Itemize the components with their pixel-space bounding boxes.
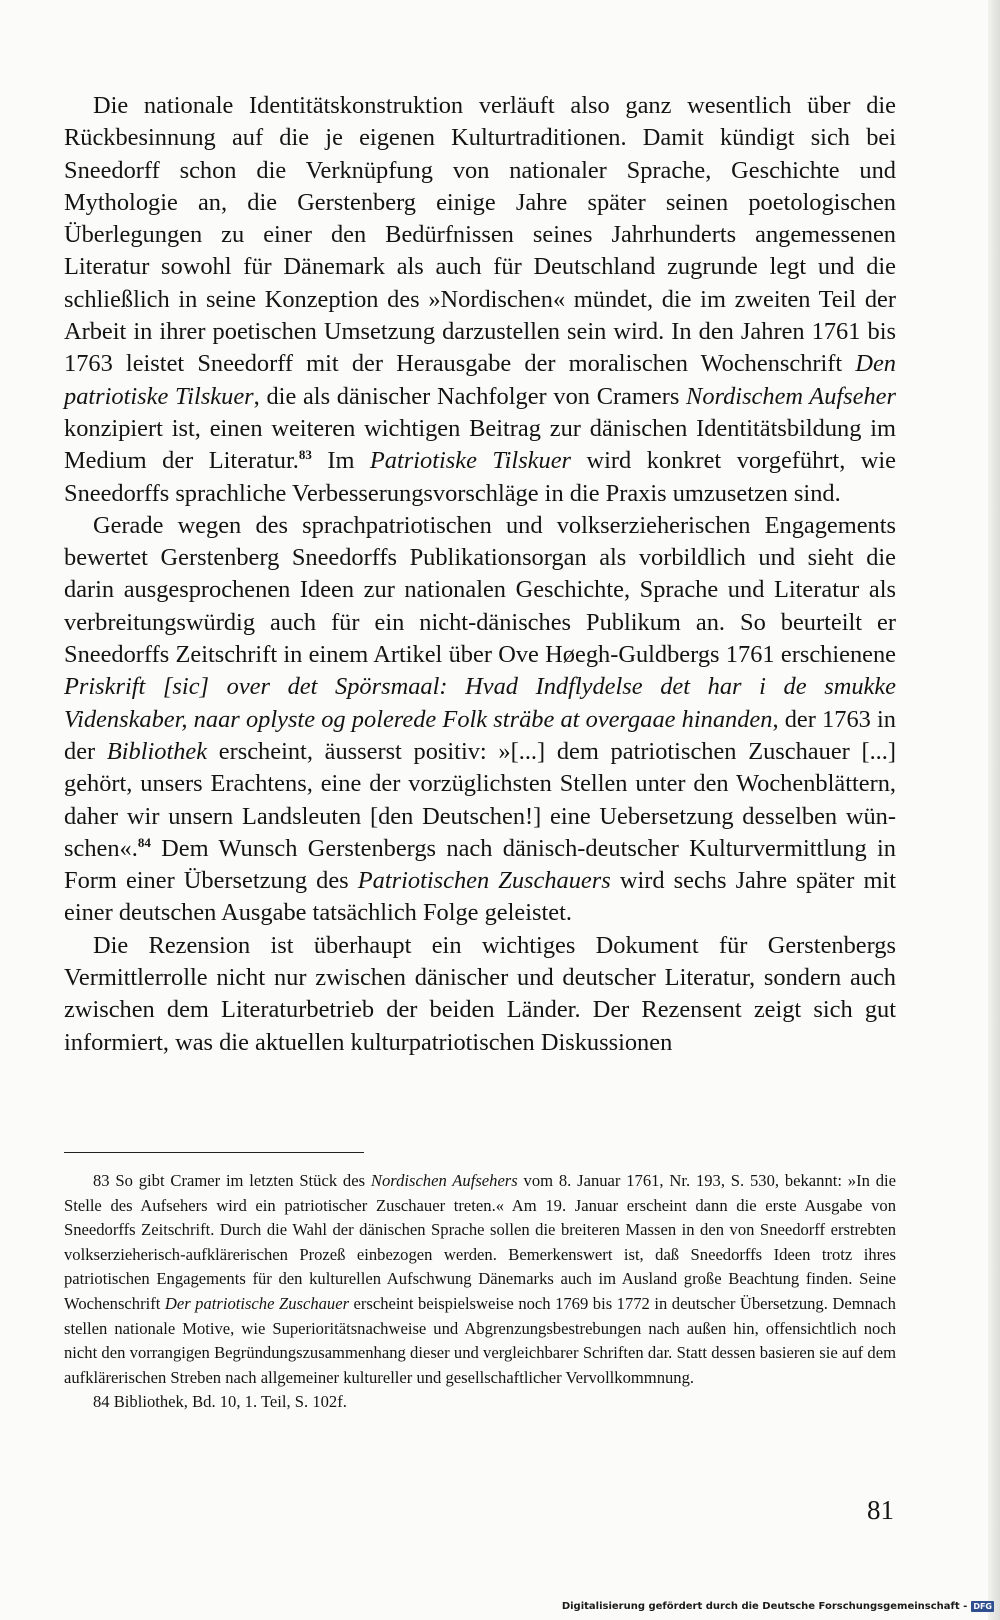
italic-title: Priskrift [sic] over det Spörsmaal: Hvad Indflydelse det har i de smukke Videnskaber, naar oplyste og polerede Folk sträbe at overgaae hinanden — [64, 673, 896, 733]
text-run: , die als dänischer Nachfolger von Cramers — [253, 382, 687, 410]
page-edge-shadow — [988, 0, 1000, 1620]
footnote-ref-84: 84 — [137, 834, 151, 850]
text-run: wird konkret vorgeführt, wie Sneedorffs sprachliche Verbesserungsvorschläge in die Praxis umzusetzen sind. — [64, 447, 896, 507]
page-number: 81 — [867, 1495, 894, 1525]
footnote-ref-83: 83 — [298, 447, 312, 463]
footnote-separator — [64, 1152, 364, 1153]
footnote-84 — [64, 1390, 896, 1415]
text-run: konzipiert ist, einen weiteren wichtigen Beitrag zur dänischen Identitätsbildung im Medium der Literatur. — [64, 414, 896, 475]
italic-title: Patriotiske Tilskuer — [369, 447, 572, 475]
digitization-notice — [562, 1601, 994, 1612]
text-run: Die Rezension ist überhaupt ein wichtiges Dokument für Gerstenbergs Vermittlerrolle nicht nur zwischen dänischer und deutscher Literatur, sondern auch zwischen dem Literaturbetrieb der beiden Länder. Der Rezensent zeigt sich gut informiert, was die aktuellen kulturpatriotischen Diskussionen — [64, 931, 896, 1056]
text-run: erscheint, äusserst positiv: »[...] dem patriotischen Zuschauer [...] gehört, unsers Erachtens, eine der vorzüglichsten Stellen unter den Wochenblättern, daher wir unsern Landsleuten [den Deutschen!] eine Uebersetzung desselben wünschen«. — [64, 737, 896, 862]
paragraph-1 — [64, 90, 896, 510]
text-run: erscheint beispielsweise noch 1769 bis 1772 in deutscher Übersetzung. Demnach stellen nationale Motive, wie Superioritätsnachweise und Abgrenzungsbestrebungen nach außen hin, offensichtlich noch nicht den vorrangigen Begründungszusammenhang dieser und vergleichbarer Schriften dar. Statt dessen basieren sie auf dem aufklärerischen Streben nach allgemeiner kultureller und gesellschaftlicher Vervollkommnung. — [64, 1293, 896, 1387]
italic-title: Der patriotische Zuschauer — [164, 1293, 350, 1313]
main-text — [64, 90, 896, 1059]
text-run: 83 So gibt Cramer im letzten Stück des — [93, 1171, 371, 1190]
italic-title: Nordischen Aufsehers — [370, 1171, 518, 1190]
text-run: wird sechs Jahre später mit einer deutschen Ausgabe tatsächlich Folge geleistet. — [64, 867, 896, 927]
text-run: Im — [311, 447, 370, 475]
italic-title: Den patriotiske Tilskuer — [64, 350, 896, 410]
italic-title: Nordischem Aufseher — [686, 382, 896, 410]
italic-title: Bibliothek — [106, 737, 208, 765]
dfg-logo: DFG — [973, 1602, 992, 1611]
italic-title: Patriotischen Zuschauers — [357, 867, 611, 895]
text-run: Die nationale Identitätskonstruktion verläuft also ganz wesentlich über die Rückbesinnung auf die je eigenen Kulturtraditionen. Damit kündigt sich bei Sneedorff schon die Verknüpfung von nationaler Sprache, Geschichte und Mythologie an, die Gerstenberg einige Jahre später seinen poetologischen Überlegungen zu einer den Bedürfnissen seines Jahrhunderts angemessenen Literatur sowohl für Dänemark als auch für Deutschland zugrunde legt und die schließlich in seine Konzeption des »Nordischen« mündet, die im zweiten Teil der Arbeit in ihrer poetischen Umsetzung darzustellen sein wird. In den Jahren 1761 bis 1763 leistet Sneedorff mit der Herausgabe der moralischen Wochenschrift — [64, 92, 896, 378]
text-run: Dem Wunsch Gerstenbergs nach dänisch-deutscher Kulturvermittlung in Form einer Übersetzung des — [64, 834, 896, 895]
text-run: 84 Bibliothek, Bd. 10, 1. Teil, S. 102f. — [93, 1392, 347, 1412]
text-run: Gerade wegen des sprachpatriotischen und volkserzieherischen Engagements bewertet Gerstenberg Sneedorffs Publikationsorgan als vorbildlich und sieht die darin ausgesprochenen Ideen zur nationalen Geschichte, Sprache und Literatur als verbreitungswürdig auch für ein nicht-dänisches Publikum an. So beurteilt er Sneedorffs Zeitschrift in einem Artikel über Ove Høegh-Guldbergs 1761 erschienene — [64, 511, 896, 669]
digitization-notice-text: Digitalisierung gefördert durch die Deutsche Forschungsgemeinschaft - — [561, 1601, 968, 1612]
footnotes — [64, 1169, 896, 1415]
text-run: , der 1763 in der — [64, 705, 896, 765]
footnote-83 — [64, 1169, 896, 1390]
paragraph-3 — [64, 930, 896, 1059]
text-run: vom 8. Januar 1761, Nr. 193, S. 530, bekannt: »In die Stelle des Aufsehers wird ein patriotischer Zuschauer treten.« Am 19. Januar erscheint dann die erste Ausgabe von Sneedorffs Zeitschrift. Durch die Wahl der dänischen Sprache sollen die breiteren Massen in den von Sneedorff erstrebten volkserzieherisch-aufklärerischen Prozeß einbezogen werden. Bemerkenswert ist, daß Sneedorffs Ideen trotz ihres patriotischen Engagements für den kulturellen Aufschwung Dänemarks auch im Ausland große Beachtung finden. Seine Wochenschrift — [64, 1171, 897, 1313]
paragraph-2 — [64, 510, 896, 930]
